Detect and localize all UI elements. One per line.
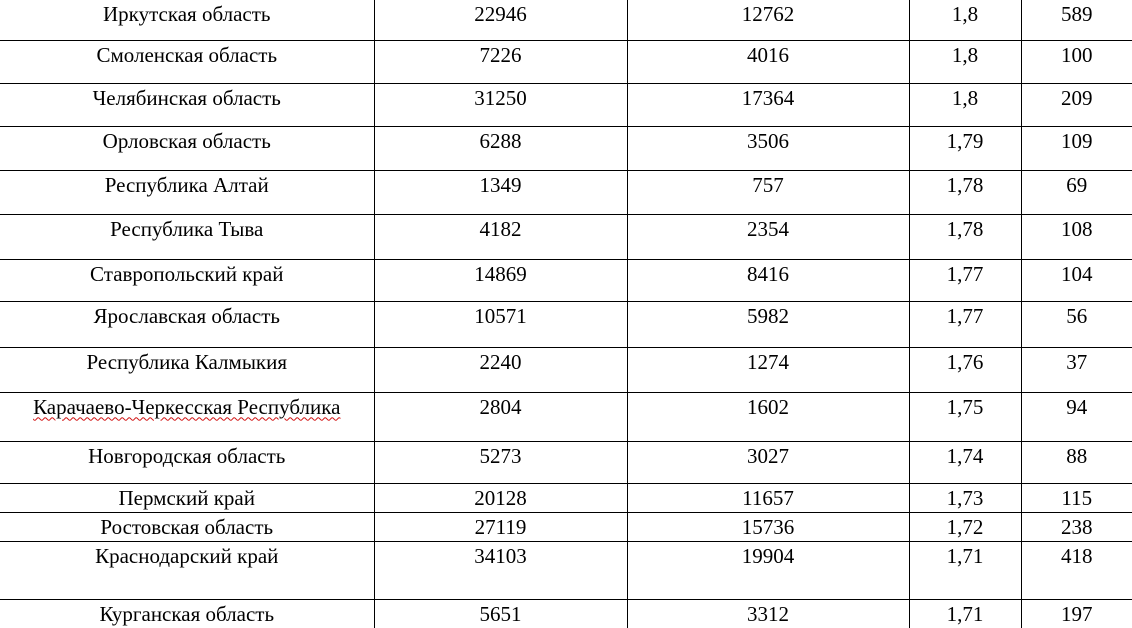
- value1-cell: 31250: [374, 83, 627, 126]
- region-cell: Республика Тыва: [0, 214, 374, 259]
- table-row: [0, 0, 1132, 40]
- table-row: [0, 83, 1132, 126]
- ratio-cell: 1,79: [909, 126, 1021, 170]
- value2-cell: 15736: [627, 512, 909, 541]
- ratio-cell: 1,71: [909, 541, 1021, 599]
- value2-cell: 3312: [627, 599, 909, 628]
- value2-cell: 3506: [627, 126, 909, 170]
- value1-cell: 20128: [374, 483, 627, 512]
- table-row: [0, 599, 1132, 628]
- table-row: [0, 259, 1132, 301]
- count-cell: 88: [1021, 441, 1132, 483]
- value1-cell: 7226: [374, 40, 627, 83]
- region-cell: Новгородская область: [0, 441, 374, 483]
- count-cell: 37: [1021, 347, 1132, 392]
- value1-cell: 1349: [374, 170, 627, 214]
- table-row: [0, 441, 1132, 483]
- table-row: [0, 214, 1132, 259]
- value1-cell: 2240: [374, 347, 627, 392]
- table-row: [0, 170, 1132, 214]
- value2-cell: 5982: [627, 301, 909, 347]
- region-cell: Республика Алтай: [0, 170, 374, 214]
- region-cell: Ярославская область: [0, 301, 374, 347]
- count-cell: 418: [1021, 541, 1132, 599]
- region-cell: Курганская область: [0, 599, 374, 628]
- value1-cell: 5273: [374, 441, 627, 483]
- value1-cell: 6288: [374, 126, 627, 170]
- count-cell: 69: [1021, 170, 1132, 214]
- region-cell: Ростовская область: [0, 512, 374, 541]
- count-cell: 94: [1021, 392, 1132, 441]
- value1-cell: 5651: [374, 599, 627, 628]
- value1-cell: 10571: [374, 301, 627, 347]
- table-row: [0, 347, 1132, 392]
- ratio-cell: 1,78: [909, 170, 1021, 214]
- count-cell: 100: [1021, 40, 1132, 83]
- count-cell: 209: [1021, 83, 1132, 126]
- value1-cell: 27119: [374, 512, 627, 541]
- value1-cell: 34103: [374, 541, 627, 599]
- ratio-cell: 1,78: [909, 214, 1021, 259]
- count-cell: 197: [1061, 601, 1093, 626]
- ratio-cell: 1,76: [909, 347, 1021, 392]
- ratio-cell: 1,77: [909, 301, 1021, 347]
- count-cell: 115: [1021, 483, 1132, 512]
- region-cell: Иркутская область: [0, 0, 374, 40]
- count-cell: 238: [1021, 512, 1132, 541]
- ratio-cell: 1,8: [909, 40, 1021, 83]
- count-cell: 589: [1021, 0, 1132, 40]
- table-row: [0, 483, 1132, 512]
- value2-cell: 1602: [627, 392, 909, 441]
- value1-cell: 14869: [374, 259, 627, 301]
- ratio-cell: 1,74: [909, 441, 1021, 483]
- region-cell: Республика Калмыкия: [0, 347, 374, 392]
- value1-cell: 22946: [374, 0, 627, 40]
- ratio-cell: 1,72: [909, 512, 1021, 541]
- table-row: [0, 126, 1132, 170]
- table-row: [0, 40, 1132, 83]
- region-text-misspelled: Карачаево-Черкесская Республика: [33, 394, 341, 419]
- ratio-cell: 1,73: [909, 483, 1021, 512]
- value2-cell: 17364: [627, 83, 909, 126]
- value2-cell: 11657: [627, 483, 909, 512]
- ratio-cell: 1,77: [909, 259, 1021, 301]
- value2-cell: 8416: [627, 259, 909, 301]
- value1-cell: 4182: [374, 214, 627, 259]
- count-cell: 104: [1021, 259, 1132, 301]
- table-row: [0, 541, 1132, 599]
- region-cell: Челябинская область: [0, 83, 374, 126]
- count-cell: 56: [1021, 301, 1132, 347]
- ratio-cell: 1,8: [909, 0, 1021, 40]
- region-cell: Смоленская область: [0, 40, 374, 83]
- ratio-cell: 1,75: [909, 392, 1021, 441]
- region-cell: Ставропольский край: [0, 259, 374, 301]
- region-cell: Краснодарский край: [0, 541, 374, 599]
- value2-cell: 19904: [627, 541, 909, 599]
- ratio-cell: 1,8: [909, 83, 1021, 126]
- ratio-cell: 1,71: [909, 599, 1021, 628]
- value2-cell: 4016: [627, 40, 909, 83]
- region-cell: Орловская область: [0, 126, 374, 170]
- value2-cell: 3027: [627, 441, 909, 483]
- value2-cell: 757: [627, 170, 909, 214]
- table-row: [0, 301, 1132, 347]
- value2-cell: 2354: [627, 214, 909, 259]
- table-row: [0, 512, 1132, 541]
- count-cell: 109: [1021, 126, 1132, 170]
- value1-cell: 2804: [374, 392, 627, 441]
- value2-cell: 1274: [627, 347, 909, 392]
- value2-cell: 12762: [627, 0, 909, 40]
- count-cell: 108: [1021, 214, 1132, 259]
- table-row: [0, 392, 1132, 441]
- region-cell: Пермский край: [0, 483, 374, 512]
- region-cell: [0, 392, 374, 441]
